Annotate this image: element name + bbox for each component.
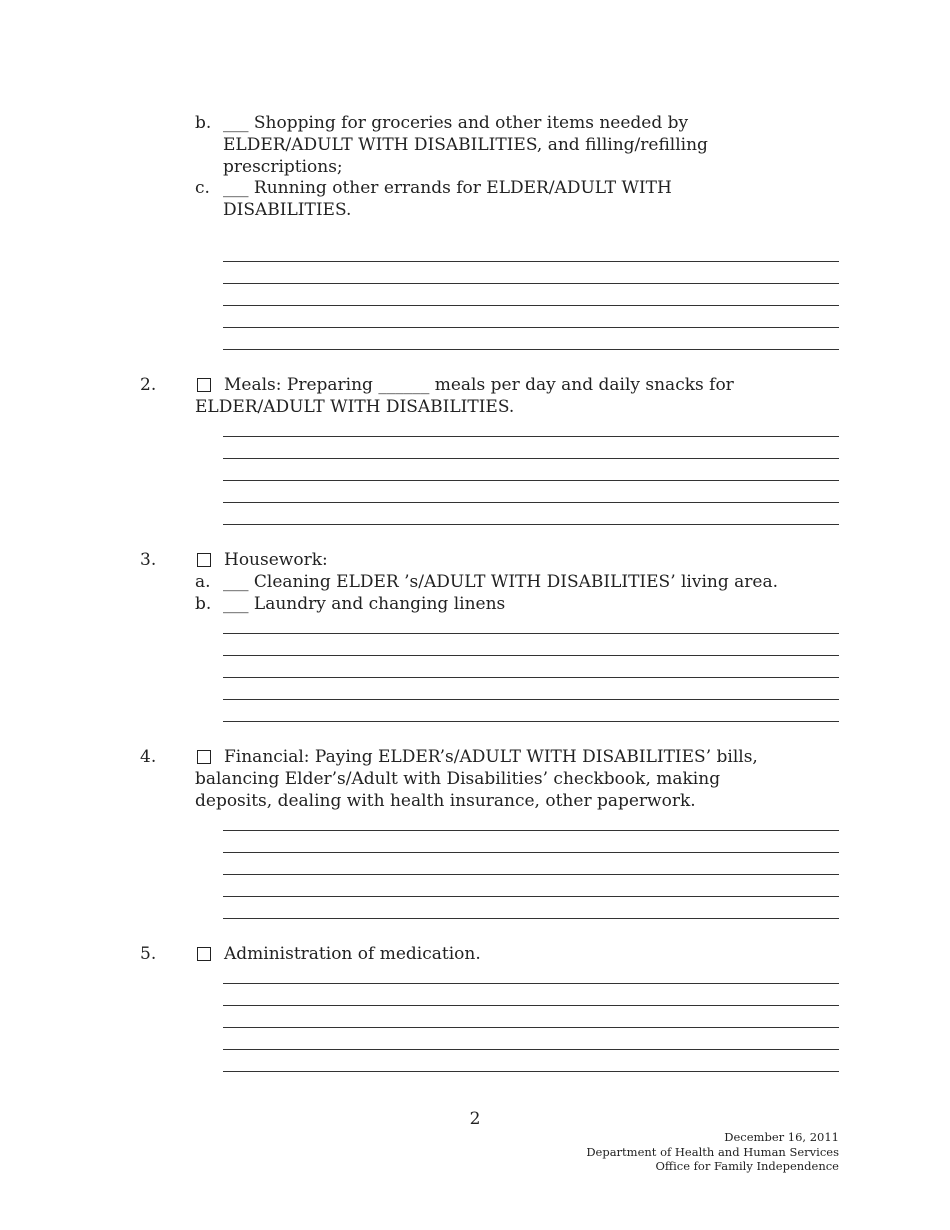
write-in-line[interactable] bbox=[223, 830, 839, 831]
write-in-line[interactable] bbox=[223, 502, 839, 503]
medication-title: Administration of medication. bbox=[224, 944, 481, 964]
write-in-line[interactable] bbox=[223, 655, 839, 656]
write-in-line[interactable] bbox=[223, 524, 839, 525]
medication-checkbox[interactable] bbox=[197, 947, 211, 961]
write-in-line[interactable] bbox=[223, 721, 839, 722]
housework-title: Housework: bbox=[224, 550, 328, 570]
section-number: 2. bbox=[140, 375, 157, 395]
housework-checkbox[interactable] bbox=[197, 553, 211, 567]
write-in-line[interactable] bbox=[223, 699, 839, 700]
financial-checkbox[interactable] bbox=[197, 750, 211, 764]
write-in-line[interactable] bbox=[223, 349, 839, 350]
section-number: 5. bbox=[140, 944, 157, 964]
section-number: 4. bbox=[140, 747, 157, 767]
write-in-line[interactable] bbox=[223, 458, 839, 459]
footer-department: Department of Health and Human Services bbox=[586, 1144, 839, 1159]
item-b-letter: b. bbox=[195, 594, 212, 614]
write-in-line[interactable] bbox=[223, 1005, 839, 1006]
write-in-line[interactable] bbox=[223, 327, 839, 328]
section-number: 3. bbox=[140, 550, 157, 570]
financial-line-1: Financial: Paying ELDER’s/ADULT WITH DISABILITIES’ bills, bbox=[224, 747, 758, 767]
write-in-line[interactable] bbox=[223, 1049, 839, 1050]
write-in-line[interactable] bbox=[223, 874, 839, 875]
write-in-line[interactable] bbox=[223, 283, 839, 284]
financial-line-2: balancing Elder’s/Adult with Disabilities’ checkbook, making bbox=[195, 769, 721, 789]
meals-line-1: Meals: Preparing ______ meals per day and daily snacks for bbox=[224, 375, 734, 395]
financial-line-3: deposits, dealing with health insurance, other paperwork. bbox=[195, 791, 696, 811]
footer-office: Office for Family Independence bbox=[655, 1159, 839, 1173]
item-b-line-2: ELDER/ADULT WITH DISABILITIES, and filling/refilling bbox=[223, 135, 708, 155]
write-in-line[interactable] bbox=[223, 677, 839, 678]
write-in-line[interactable] bbox=[223, 436, 839, 437]
write-in-line[interactable] bbox=[223, 918, 839, 919]
footer-date: December 16, 2011 bbox=[724, 1130, 839, 1144]
item-b-letter: b. bbox=[195, 113, 212, 133]
meals-checkbox[interactable] bbox=[197, 378, 211, 392]
item-a-letter: a. bbox=[195, 572, 211, 592]
item-b-text: ___ Laundry and changing linens bbox=[223, 594, 506, 614]
item-c-letter: c. bbox=[195, 178, 210, 198]
write-in-line[interactable] bbox=[223, 261, 839, 262]
item-c-line-1: ___ Running other errands for ELDER/ADULT WITH bbox=[223, 178, 672, 198]
item-c-line-2: DISABILITIES. bbox=[223, 200, 352, 220]
write-in-line[interactable] bbox=[223, 852, 839, 853]
footer bbox=[586, 1130, 839, 1174]
write-in-line[interactable] bbox=[223, 305, 839, 306]
item-b-line-3: prescriptions; bbox=[223, 157, 343, 177]
write-in-line[interactable] bbox=[223, 983, 839, 984]
write-in-line[interactable] bbox=[223, 633, 839, 634]
write-in-line[interactable] bbox=[223, 480, 839, 481]
page-number: 2 bbox=[469, 1109, 481, 1129]
meals-line-2: ELDER/ADULT WITH DISABILITIES. bbox=[195, 397, 515, 417]
item-a-text: ___ Cleaning ELDER ’s/ADULT WITH DISABILITIES’ living area. bbox=[223, 572, 779, 592]
write-in-line[interactable] bbox=[223, 1071, 839, 1072]
item-b-line-1: ___ Shopping for groceries and other items needed by bbox=[223, 113, 689, 133]
write-in-line[interactable] bbox=[223, 896, 839, 897]
write-in-line[interactable] bbox=[223, 1027, 839, 1028]
